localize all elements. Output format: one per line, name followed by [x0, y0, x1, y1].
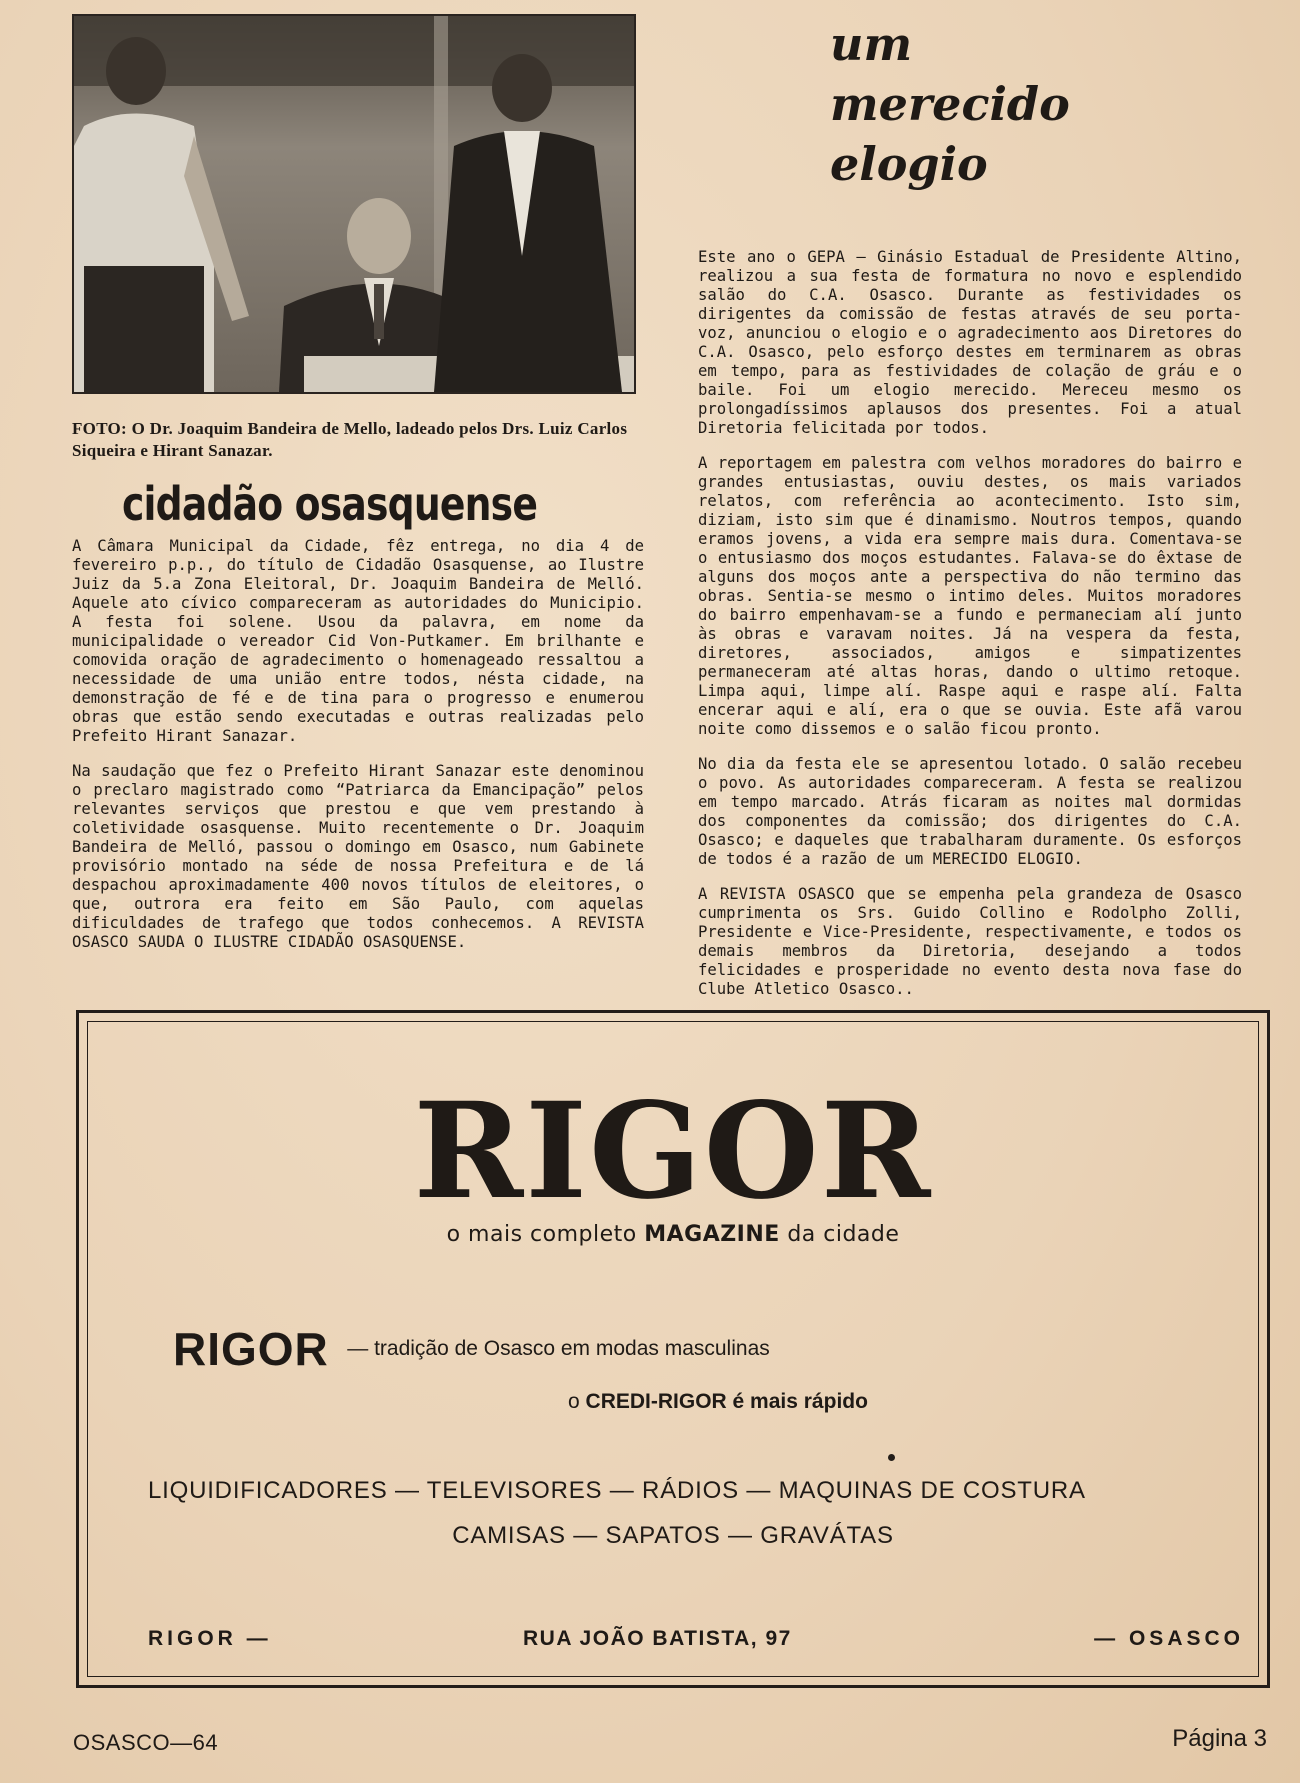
bullet-dot-icon: [888, 1454, 895, 1461]
ad-tagline-bold: MAGAZINE: [644, 1222, 780, 1247]
photo-illustration: [74, 16, 634, 392]
ad-credi-bold: CREDI-RIGOR: [585, 1390, 727, 1413]
ad-brand-secondary: RIGOR: [173, 1323, 329, 1375]
right-article-paragraph: A reportagem em palestra com velhos moradores do bairro e grandes entusiastas, ouviu destes, os mais variados relatos, com referência ao acontecimento. Isto sim, diziam, isto sim que é dinamismo. Noutros tempos, quando eramos jovens, a vida era sempre mais dura. Comentava-se o entusiasmo dos moços estudantes. Falava-se do êxtase de alguns dos moços ante a perspectiva do não termino das obras. Sentia-se mesmo o intimo deles. Muitos moradores do bairro empenhavam-se a fundo e permaneciam alí junto às obras e varavam noites. Já na vespera da festa, diretores, associados, amigos e simpatizentes permaneceram até altas horas, dando o ultimo retoque. Limpa aqui, limpe alí. Raspe aqui e raspe alí. Falta encerar aqui e alí, era o que se ouvia. Este afã varou noite como dissemos e o salão ficou pronto.: [698, 454, 1242, 738]
ad-tagline: [88, 1222, 1258, 1247]
ad-tradition-row: [173, 1322, 1073, 1376]
photo-caption: FOTO: O Dr. Joaquim Bandeira de Mello, ladeado pelos Drs. Luiz Carlos Siqueira e Hirant Sanazar.: [72, 419, 628, 460]
ad-tagline-pre: o mais completo: [446, 1222, 637, 1247]
ad-footer-left: RIGOR —: [148, 1627, 272, 1650]
ad-products-line-1: LIQUIDIFICADORES — TELEVISORES — RÁDIOS — MAQUINAS DE COSTURA: [148, 1477, 1086, 1504]
page-number: Página 3: [1172, 1725, 1267, 1752]
ad-footer-right: — OSASCO: [1094, 1627, 1244, 1650]
left-article-paragraph: Na saudação que fez o Prefeito Hirant Sanazar este denominou o preclaro magistrado como “Patriarca da Emancipação” pelos relevantes serviços que prestou e que vem prestando à coletividade osasquense. Muito recentemente o Dr. Joaquim Bandeira de Melló, passou o domingo em Osasco, num Gabinete provisório montado na séde de nossa Prefeitura e de lá despachou aproximadamente 400 novos títulos de eleitores, o que, outrora era feito em São Paulo, com aquelas dificuldades de trafego que todos conhecemos. A REVISTA OSASCO SAUDA O ILUSTRE CIDADÃO OSASQUENSE.: [72, 762, 644, 951]
ad-inner-border: [87, 1021, 1259, 1677]
ad-credi-post: é mais rápido: [732, 1390, 868, 1413]
right-article-body: [698, 248, 1242, 1015]
ad-credi-line: [568, 1390, 868, 1414]
right-article-paragraph: Este ano o GEPA — Ginásio Estadual de Presidente Altino, realizou a sua festa de formatura no novo e esplendido salão do C.A. Osasco. Durante as festividades os dirigentes da comissão de festas através de seu porta-voz, anunciou o elogio e o agradecimento aos Diretores do C.A. Osasco, pelo esforço destes em terminarem as obras em tempo, para as festividades de colação de gráu e o baile. Foi um elogio merecido. Mereceu mesmo os prolongadíssimos aplausos dos presentes. Foi a atual Diretoria felicitada por todos.: [698, 248, 1242, 437]
right-article-paragraph: No dia da festa ele se apresentou lotado. O salão recebeu o povo. As autoridades compareceram. A festa se realizou em tempo marcado. Atrás ficaram as noites mal dormidas dos componentes da comissão; dos dirigentes do C.A. Osasco; e daqueles que trabalharam duramente. Os esforços de todos é a razão de um MERECIDO ELOGIO.: [698, 755, 1242, 868]
left-article-body: [72, 537, 644, 968]
right-article-paragraph: A REVISTA OSASCO que se empenha pela grandeza de Osasco cumprimenta os Srs. Guido Collino e Rodolpho Zolli, Presidente e Vice-Presidente, respectivamente, e todos os demais membros da Diretoria, desejando a todos felicidades e prosperidade no evento desta nova fase do Clube Atletico Osasco..: [698, 885, 1242, 998]
ad-credi-pre: o: [568, 1390, 580, 1413]
ad-tradition-text: — tradição de Osasco em modas masculinas: [347, 1337, 770, 1360]
ad-logo: RIGOR: [413, 1074, 933, 1229]
left-article-title: cidadão osasquense: [122, 477, 538, 531]
left-article-paragraph: A Câmara Municipal da Cidade, fêz entrega, no dia 4 de fevereiro p.p., do título de Cidadão Osasquense, ao Ilustre Juiz da 5.a Zona Eleitoral, Dr. Joaquim Bandeira de Melló. Aquele ato cívico compareceram as autoridades do Municipio. A festa foi solene. Usou da palavra, em nome da municipalidade o vereador Cid Von-Putkamer. Em brilhante e comovida oração de agradecimento o homenageado ressaltou a necessidade de uma união entre todos, nésta cidade, na demonstração de fé e de tina para o progresso e enumerou obras que estão sendo executadas e outras realizadas pelo Prefeito Hirant Sanazar.: [72, 537, 644, 745]
right-title-line: merecido: [830, 77, 1070, 131]
ad-footer-address: RUA JOÃO BATISTA, 97: [523, 1627, 792, 1650]
ad-products-line-2: CAMISAS — SAPATOS — GRAVÁTAS: [452, 1522, 894, 1549]
right-article-title: [830, 14, 1230, 194]
right-title-line: elogio: [830, 137, 988, 191]
article-photo: [72, 14, 636, 394]
rigor-advertisement: [76, 1010, 1270, 1688]
ad-tagline-post: da cidade: [787, 1222, 900, 1247]
right-title-line: um: [830, 17, 913, 71]
publication-footer: OSASCO—64: [73, 1730, 219, 1755]
